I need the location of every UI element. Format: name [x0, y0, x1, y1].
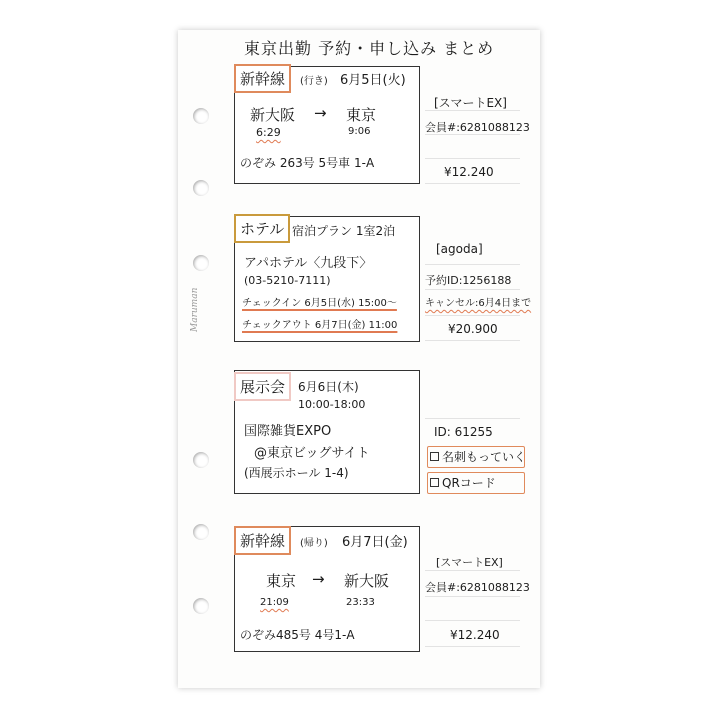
arrival-time: 9:06	[348, 126, 371, 137]
train-tag: 新幹線	[234, 526, 291, 555]
cancellation-deadline: キャンセル:6月4日まで	[425, 298, 532, 309]
ruled-line	[425, 646, 520, 647]
checkbox-icon[interactable]	[430, 478, 439, 487]
visitor-id: ID: 61255	[434, 425, 493, 439]
ruled-line	[425, 264, 520, 265]
ruled-line	[425, 183, 520, 184]
train-seat-info: のぞみ 263号 5号車 1-A	[240, 156, 375, 170]
checkbox-icon[interactable]	[430, 452, 439, 461]
booking-service: [スマートEX]	[436, 556, 503, 569]
departure-time: 21:09	[260, 597, 289, 608]
ruled-line	[425, 570, 520, 571]
event-name: 国際雑貨EXPO	[244, 424, 332, 439]
stay-plan: 宿泊プラン 1室2泊	[292, 224, 396, 238]
arrival-time: 23:33	[346, 597, 375, 608]
event-hours: 10:00-18:00	[298, 398, 366, 411]
binder-hole	[193, 180, 209, 196]
event-venue: @東京ビッグサイト	[254, 446, 370, 461]
todo-item	[427, 472, 525, 494]
ruled-line	[425, 340, 520, 341]
travel-date: 6月5日(火)	[340, 73, 406, 88]
ticket-price: ¥12.240	[450, 628, 500, 642]
binder-hole	[193, 255, 209, 271]
arrival-station: 新大阪	[344, 572, 390, 590]
ruled-line	[425, 289, 520, 290]
booking-service: [agoda]	[436, 242, 483, 256]
member-number: 会員#:6281088123	[425, 581, 530, 594]
ruled-line	[425, 418, 520, 419]
todo-label: QRコード	[442, 476, 496, 490]
train-tag: 新幹線	[234, 64, 291, 93]
binder-hole	[193, 524, 209, 540]
departure-station: 新大阪	[250, 106, 296, 124]
ruled-line	[425, 158, 520, 159]
hotel-price: ¥20.900	[448, 322, 498, 336]
hotel-tag: ホテル	[234, 214, 290, 243]
brand-logo: Maruman	[190, 287, 200, 332]
ruled-line	[425, 315, 520, 316]
page-title: 東京出勤 予約・申し込み まとめ	[244, 39, 495, 58]
todo-item	[427, 446, 525, 468]
event-date: 6月6日(木)	[298, 380, 359, 394]
arrow-icon: →	[312, 570, 325, 588]
departure-time: 6:29	[256, 126, 281, 139]
booking-service: [スマートEX]	[434, 96, 507, 110]
ticket-price: ¥12.240	[444, 165, 494, 179]
hotel-phone: (03-5210-7111)	[244, 274, 331, 287]
ruled-line	[425, 596, 520, 597]
arrow-icon: →	[314, 104, 327, 122]
todo-label: 名刺もっていく	[442, 450, 527, 464]
event-hall: (西展示ホール 1-4)	[244, 466, 349, 480]
travel-date: 6月7日(金)	[342, 535, 408, 550]
reservation-id: 予約ID:1256188	[425, 274, 512, 287]
arrival-station: 東京	[346, 106, 377, 124]
binder-hole	[193, 598, 209, 614]
train-seat-info: のぞみ485号 4号1-A	[240, 628, 355, 642]
member-number: 会員#:6281088123	[425, 121, 530, 134]
checkout-time: チェックアウト 6月7日(金) 11:00	[242, 320, 398, 331]
checkin-time: チェックイン 6月5日(水) 15:00〜	[242, 298, 397, 309]
trip-direction-note: (行き)	[300, 76, 328, 87]
departure-station: 東京	[266, 572, 297, 590]
ruled-line	[425, 620, 520, 621]
exhibition-tag: 展示会	[234, 372, 291, 401]
binder-hole	[193, 108, 209, 124]
hotel-name: アパホテル〈九段下〉	[244, 256, 373, 271]
trip-direction-note: (帰り)	[300, 538, 328, 549]
binder-hole	[193, 452, 209, 468]
